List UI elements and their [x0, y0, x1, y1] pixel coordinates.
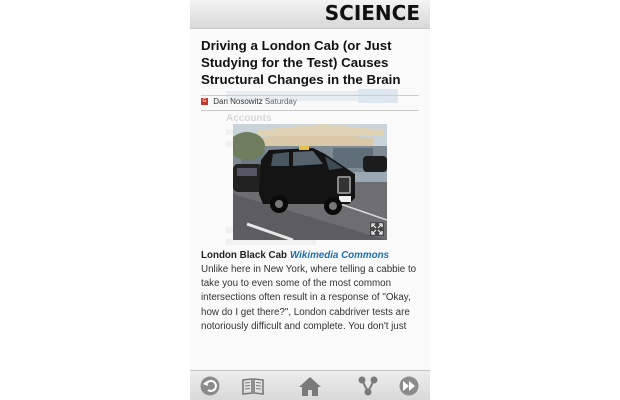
share-icon[interactable]: [357, 375, 379, 397]
ghost-heading: Accounts: [226, 113, 272, 124]
byline: [201, 95, 419, 111]
back-arrow-icon[interactable]: [199, 375, 221, 397]
author-name[interactable]: Dan Nosowitz: [213, 97, 263, 106]
article-view[interactable]: [190, 29, 430, 370]
london-cab-photo: [233, 124, 387, 240]
article-headline[interactable]: Driving a London Cab (or Just Studying for the Test) Causes Structural Changes in the Brain: [201, 38, 401, 87]
image-credit-link[interactable]: Wikimedia Commons: [290, 250, 390, 261]
section-title: SCIENCE: [324, 1, 420, 25]
home-icon[interactable]: [298, 375, 322, 397]
phone-screen: [190, 0, 430, 400]
expand-icon[interactable]: [370, 222, 384, 236]
source-logo-icon: G: [202, 98, 207, 105]
open-book-icon[interactable]: [241, 375, 265, 397]
section-header: [190, 0, 430, 29]
image-caption: [201, 250, 389, 261]
caption-text: London Black Cab: [201, 250, 288, 261]
publish-date: Saturday: [264, 97, 297, 106]
article-body: Unlike here in New York, where telling a cabbie to take you to even some of the most common intersections often result in a response of "Okay, how do I get there?", London cabdriver tests are notoriously difficult and complete. You don't just: [201, 264, 417, 332]
fast-forward-icon[interactable]: [398, 375, 420, 397]
article-photo[interactable]: [233, 124, 387, 240]
bottom-toolbar: [190, 370, 430, 400]
